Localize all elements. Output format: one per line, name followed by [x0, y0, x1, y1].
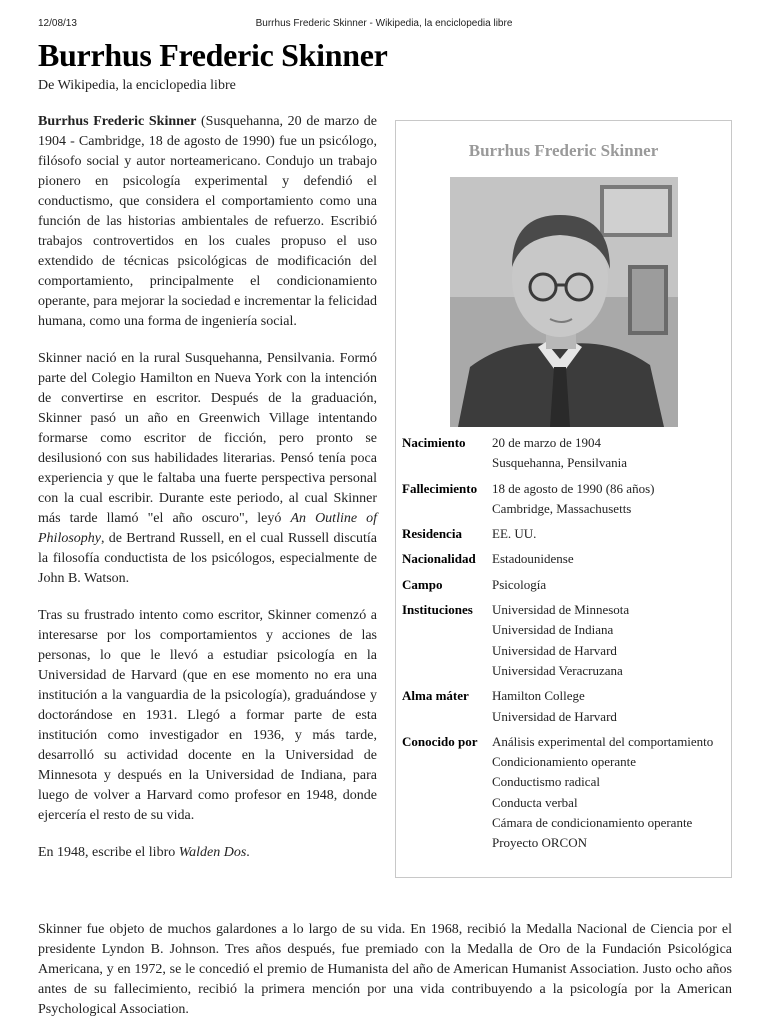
article-body-full-width: [38, 920, 732, 1020]
infobox: [395, 120, 732, 878]
print-header: [38, 18, 730, 32]
infobox-row-conocido-por: [402, 732, 725, 854]
infobox-value[interactable]: Hamilton College: [492, 688, 585, 704]
portrait-photo[interactable]: [450, 177, 678, 427]
book-title-walden-dos[interactable]: Walden Dos: [178, 845, 247, 860]
intro-paragraph: [38, 112, 377, 332]
infobox-row-alma-mater: [402, 686, 725, 727]
book-title-outline-of-philosophy[interactable]: An Outline of Philosophy: [38, 511, 378, 546]
portrait-image: [450, 177, 678, 427]
infobox-value[interactable]: 20 de marzo de 1904: [492, 435, 602, 450]
awards-paragraph: Skinner fue objeto de muchos galardones a lo largo de su vida. En 1968, recibió la Medalla Nacional de Ciencia por el presidente Lyndon B. Johnson. Tres años después, fue premiado con la Medalla de Oro de la Fundación Psicológica Americana, y en 1972, se le concedió el premio de Humanista del año de American Humanist Association. Justo ocho años antes de su fallecimiento, recibió la primera mención por una vida contribuyendo a la psicología por la American Psychological Association.: [38, 922, 732, 1017]
infobox-value[interactable]: Cambridge, Massachusetts: [492, 500, 632, 516]
infobox-title: Burrhus Frederic Skinner: [468, 141, 659, 160]
infobox-row-nacimiento: [402, 433, 725, 474]
intro-text: (Susquehanna, 20 de marzo de 1904 - Cambridge, 18 de agosto de 1990) fue un psicólogo, filósofo social y autor norteamericano. Condujo un trabajo pionero en psicología experimental y defendió el conductismo, que considera el comportamiento como una función de las historias ambientales de refuerzo. Escribió trabajos controvertidos en los cuales propuso el uso extendido de técnicas psicológicas de modificación del comportamiento, principalmente el condicionamiento operante, para mejorar la sociedad e incrementar la felicidad humana, como una forma de ingeniería social.: [38, 114, 377, 329]
infobox-value[interactable]: Universidad de Harvard: [492, 642, 617, 658]
walden-paragraph: [38, 843, 377, 863]
infobox-value[interactable]: Universidad de Indiana: [492, 622, 614, 638]
infobox-value[interactable]: EE. UU.: [492, 526, 537, 542]
infobox-value[interactable]: Susquehanna, Pensilvania: [492, 455, 628, 471]
walden-text-end: .: [246, 845, 250, 860]
infobox-label: Alma máter: [402, 688, 469, 704]
infobox-label: Nacimiento: [402, 435, 466, 450]
career-paragraph: Tras su frustrado intento como escritor, Skinner comenzó a interesarse por los comportamientos y acciones de las personas, lo que le llevó a estudiar psicología en la Universidad de Harvard (que en ese momento no era una institución a la vanguardia de la psicología), graduándose y doctorándose en 1931. Llegó a formar parte de esta institución como investigador en 1936, y más tarde, desarrolló su actividad docente en la Universidad de Minnesota y después en la Universidad de Indiana, para luego de volver a Harvard como profesor en 1948, donde ejercería el resto de su vida.: [38, 608, 377, 823]
infobox-value[interactable]: Análisis experimental del comportamiento: [492, 733, 714, 749]
infobox-value[interactable]: Conductismo radical: [492, 774, 600, 790]
infobox-label: Nacionalidad: [402, 551, 476, 567]
infobox-value[interactable]: Cámara de condicionamiento operante: [492, 815, 693, 831]
infobox-row-campo: [402, 575, 725, 595]
infobox-row-residencia: [402, 524, 725, 544]
intro-subject-name: Burrhus Frederic Skinner: [38, 114, 197, 129]
infobox-value: Estadounidense: [492, 551, 574, 567]
infobox-row-fallecimiento: [402, 479, 725, 520]
infobox-label: Fallecimiento: [402, 480, 478, 496]
infobox-label: Campo: [402, 576, 443, 592]
walden-text-start: En 1948, escribe el libro: [38, 845, 179, 860]
infobox-value[interactable]: Psicología: [492, 576, 547, 592]
page-subtitle: De Wikipedia, la enciclopedia libre: [38, 78, 236, 93]
infobox-value[interactable]: Universidad de Minnesota: [492, 602, 630, 618]
infobox-label: Conocido por: [402, 733, 478, 749]
print-date: 12/08/13: [38, 18, 77, 29]
early-life-text-start: Skinner nació en la rural Susquehanna, Pensilvania. Formó parte del Colegio Hamilton en Nueva York con la intención de convertirse en escritor. Después de la graduación, Skinner pasó un año en Greenwich Village intentando formarse como escritor de ficción, pero pronto se desilusionó con sus habilidades literarias. Pensó tenía poca experiencia y que le faltaba una fuerte perspectiva personal con la cual escribir. Durante este periodo, al cual Skinner más tarde llamó "el año oscuro", leyó: [38, 351, 377, 526]
print-doc-title: Burrhus Frederic Skinner - Wikipedia, la enciclopedia libre: [255, 18, 513, 29]
infobox-row-instituciones: [402, 600, 725, 681]
infobox-rows: [402, 433, 725, 859]
infobox-value[interactable]: Condicionamiento operante: [492, 754, 637, 770]
infobox-value[interactable]: Universidad Veracruzana: [492, 662, 623, 678]
infobox-value[interactable]: Universidad de Harvard: [492, 708, 617, 724]
early-life-text-end: , de Bertrand Russell, en el cual Russell discutía la filosofía conductista de los psicólogos, especialmente de John B. Watson.: [38, 531, 377, 586]
infobox-row-nacionalidad: [402, 549, 725, 569]
page-title: Burrhus Frederic Skinner: [38, 37, 388, 73]
infobox-value[interactable]: Proyecto ORCON: [492, 835, 587, 851]
early-life-paragraph: [38, 349, 377, 589]
infobox-value[interactable]: 18 de agosto de 1990 (86 años): [492, 480, 655, 496]
article-body-column: [38, 112, 377, 880]
infobox-value[interactable]: Conducta verbal: [492, 794, 578, 810]
infobox-label: Instituciones: [402, 602, 473, 618]
infobox-label: Residencia: [402, 526, 462, 542]
